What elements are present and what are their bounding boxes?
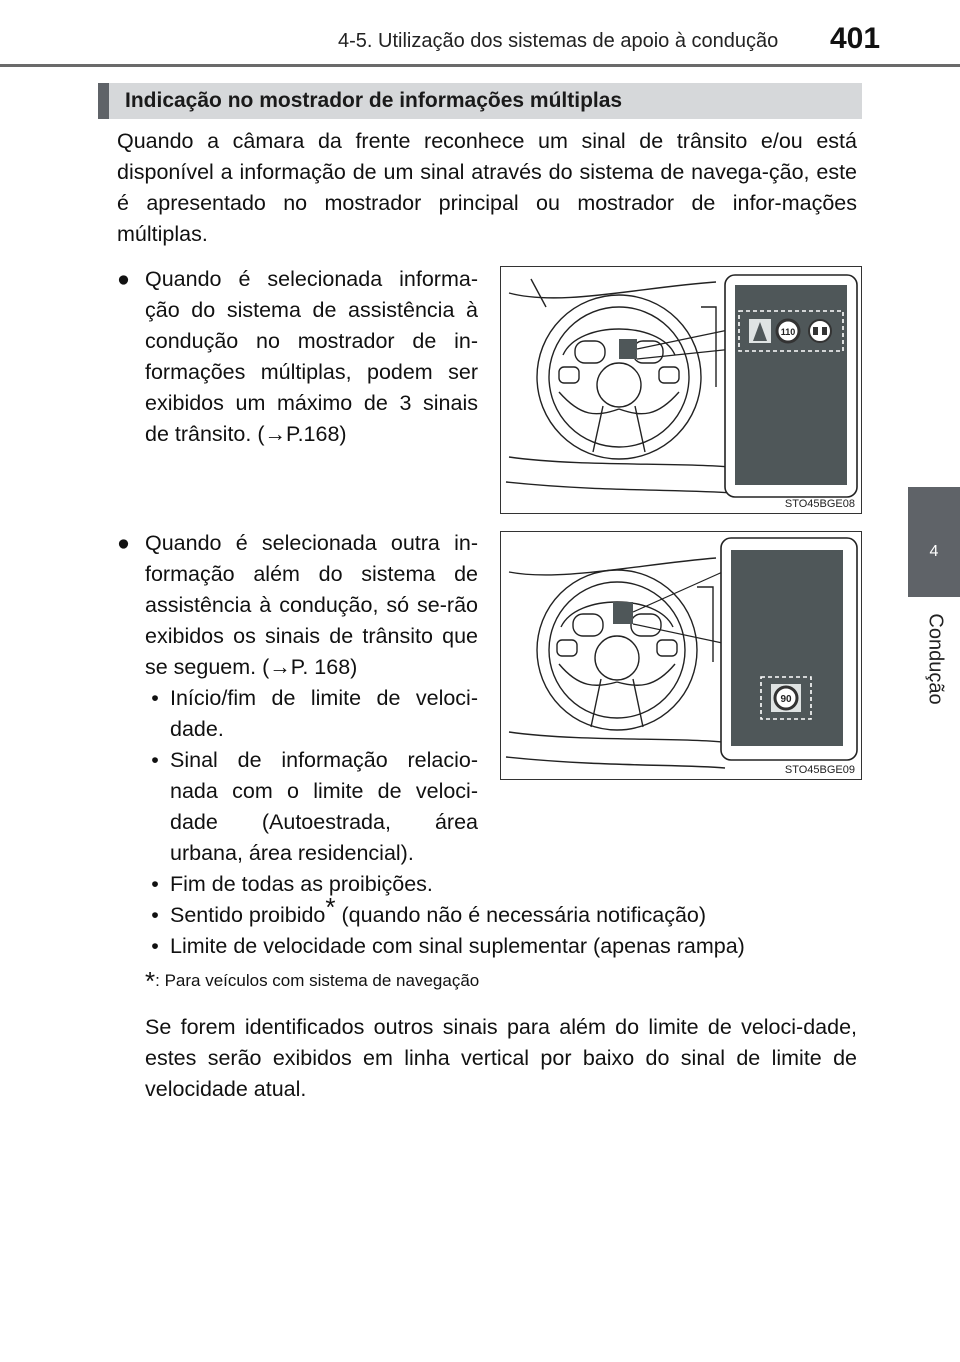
sub-item-text: Fim de todas as proibições.: [170, 872, 433, 896]
sub-item-text: Sinal de informação relacio-nada com o limite de veloci-dade (Autoestrada, área urbana, área residencial).: [170, 748, 478, 865]
sub-item-text: Início/fim de limite de veloci-dade.: [170, 686, 478, 741]
section-heading-text: Indicação no mostrador de informações múltiplas: [125, 89, 623, 112]
sub-item-dot: •: [151, 686, 159, 710]
bullet-text-2: Quando é selecionada outra in-formação além do sistema de assistência à condução, só se-rão exibidos os sinais de trânsito que se seguem. (→P. 168): [145, 531, 478, 679]
page-number: 401: [830, 22, 881, 55]
sub-item-text: [170, 892, 857, 931]
sub-item-dot: •: [151, 872, 159, 896]
sub-item-dot: •: [151, 903, 159, 927]
sub-item-dot: •: [151, 934, 159, 958]
chapter-number: 4: [929, 543, 939, 560]
section-heading: [98, 83, 862, 119]
speed-sign-label: 90: [780, 694, 792, 705]
footnote-marker: *: [145, 966, 156, 996]
header-divider: [0, 64, 960, 67]
sub-item-dot: •: [151, 748, 159, 772]
sub-item-text-before: Sentido proibido: [170, 903, 326, 927]
chapter-tab: [908, 487, 960, 597]
figure-code-2: STO45BGE09: [784, 764, 855, 776]
sub-item-text-after: (quando não é necessária notificação): [335, 903, 707, 927]
running-header: 4-5. Utilização dos sistemas de apoio à condução: [338, 30, 779, 52]
sub-item-text: Limite de velocidade com sinal suplementar (apenas rampa): [170, 934, 745, 958]
intro-paragraph: Quando a câmara da frente reconhece um sinal de trânsito e/ou está disponível a informação de um sinal através do sistema de navega-ção, este é apresentado no mostrador principal ou mostrador de infor-mações múltiplas.: [117, 129, 857, 246]
footnote-text: : Para veículos com sistema de navegação: [155, 971, 480, 990]
footnote: [145, 966, 479, 997]
bullet-text-1: Quando é selecionada informa-ção do sistema de assistência à condução no mostrador de in-formações múltiplas, podem ser exibidos um máximo de 3 sinais de trânsito. (→P.168): [145, 267, 478, 446]
asterisk-marker: *: [325, 892, 336, 922]
chapter-label: Condução: [924, 613, 947, 705]
figure-code-1: STO45BGE08: [784, 498, 855, 510]
chapter-label-box: [915, 604, 955, 714]
bullet-marker-1: ●: [117, 267, 130, 291]
speed-sign-label: 110: [780, 327, 796, 337]
figure-dashboard-2: [500, 531, 862, 780]
dashboard-illustration-2: [501, 532, 862, 780]
closing-paragraph: Se forem identificados outros sinais para além do limite de veloci-dade, estes serão exibidos em linha vertical por baixo do sinal de limite de velocidade atual.: [145, 1015, 857, 1101]
figure-dashboard-1: [500, 266, 862, 514]
dashboard-illustration-1: [501, 267, 862, 514]
bullet-marker-2: ●: [117, 531, 130, 555]
